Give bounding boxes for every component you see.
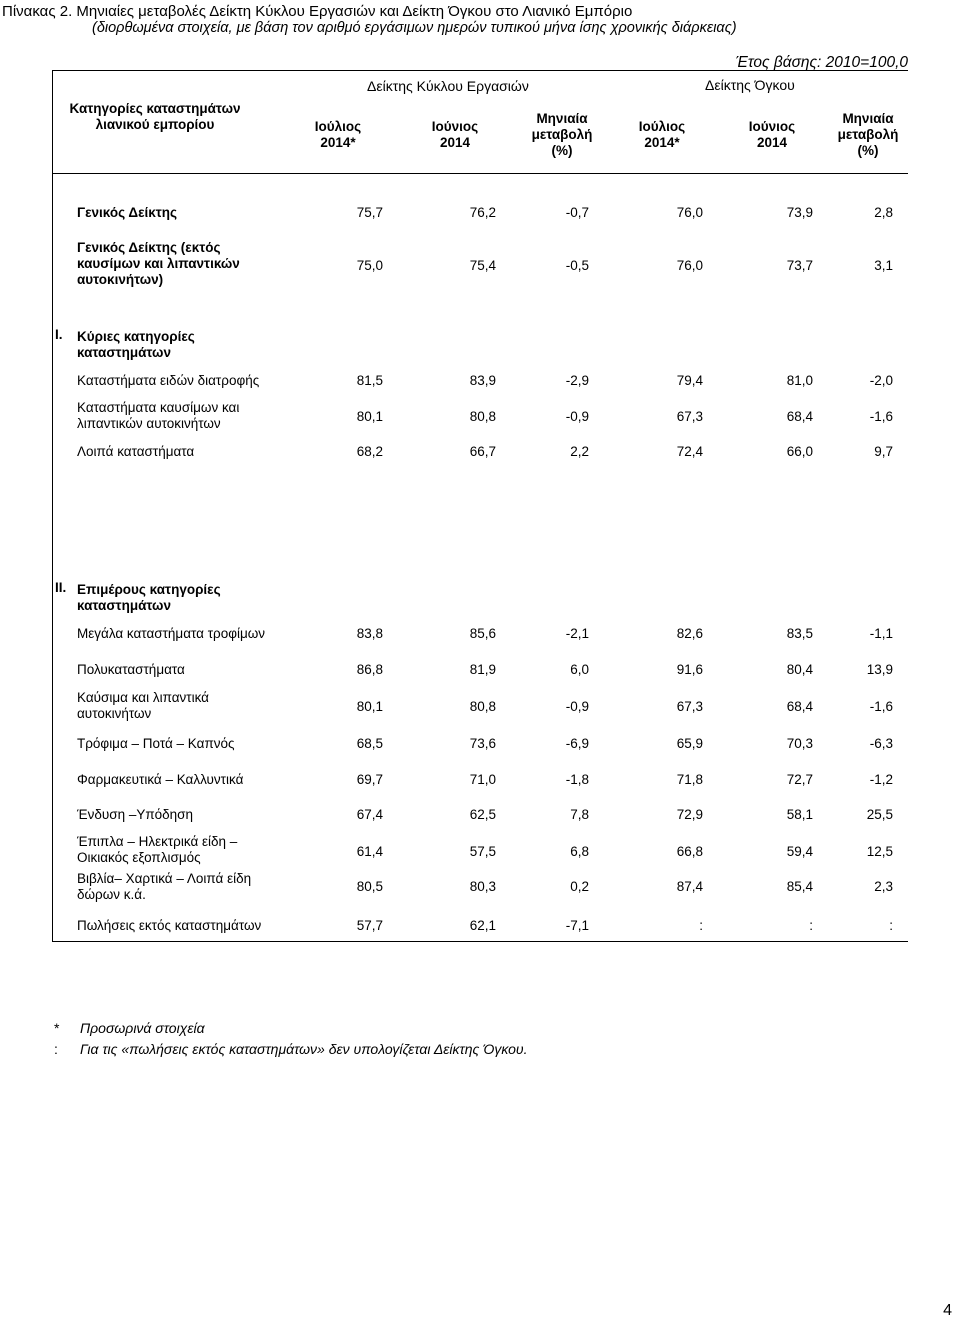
cell-value: 80,8 xyxy=(469,699,496,714)
cell-value: 73,6 xyxy=(469,736,496,751)
row-label-line: δώρων κ.ά. xyxy=(77,887,146,902)
cell-value: 87,4 xyxy=(676,879,703,894)
row-label-line: Τρόφιμα – Ποτά – Καπνός xyxy=(77,736,235,751)
cell-value: 81,5 xyxy=(356,373,383,388)
cell-value: -2,0 xyxy=(869,373,893,388)
section-title-line: Κύριες κατηγορίες xyxy=(77,329,195,344)
row-label-line: Μεγάλα καταστήματα τροφίμων xyxy=(77,626,266,641)
cell-value: 6,0 xyxy=(570,662,589,677)
page-number: 4 xyxy=(943,1302,952,1319)
cell-value: 61,4 xyxy=(356,844,383,859)
row-label-line: Καταστήματα καυσίμων και xyxy=(77,400,240,415)
row-label-line: Βιβλία– Χαρτικά – Λοιπά είδη xyxy=(77,871,252,886)
row-label xyxy=(77,662,185,678)
row-label-line: Έπιπλα – Ηλεκτρικά είδη – xyxy=(77,834,238,849)
cell-value: 75,4 xyxy=(469,258,496,273)
row-label-line: καυσίμων και λιπαντικών xyxy=(77,256,240,271)
cell-value: 57,7 xyxy=(356,918,383,933)
cell-value: -1,1 xyxy=(869,626,893,641)
cell-value: -1,8 xyxy=(565,772,589,787)
cell-value: 80,8 xyxy=(469,409,496,424)
header-col-text: 2014 xyxy=(756,135,788,150)
cell-value: 72,9 xyxy=(676,807,703,822)
cell-value: 76,2 xyxy=(469,205,496,220)
cell-value: 82,6 xyxy=(676,626,703,641)
header-col-text: μεταβολή xyxy=(837,127,899,142)
cell-value: -1,6 xyxy=(869,409,893,424)
cell-value: 6,8 xyxy=(570,844,589,859)
cell-value: 13,9 xyxy=(866,662,893,677)
header-group-turnover: Δείκτης Κύκλου Εργασιών xyxy=(367,78,529,94)
cell-value: 65,9 xyxy=(676,736,703,751)
cell-value: 83,5 xyxy=(786,626,813,641)
header-col-text: Ιούνιος xyxy=(748,119,796,134)
cell-value: 67,4 xyxy=(356,807,383,822)
table-left-border xyxy=(52,70,53,942)
cell-value: 80,1 xyxy=(356,699,383,714)
cell-value: 83,8 xyxy=(356,626,383,641)
header-col-text: Μηνιαία xyxy=(842,111,894,126)
cell-value: 68,5 xyxy=(356,736,383,751)
table-title: Πίνακας 2. Μηνιαίες μεταβολές Δείκτη Κύκλου Εργασιών και Δείκτη Όγκου στο Λιανικό Εμπόριο xyxy=(2,3,633,20)
row-label xyxy=(77,373,259,389)
section-number: II. xyxy=(55,580,67,595)
header-col-june-1 xyxy=(420,119,490,151)
row-label xyxy=(77,736,235,752)
footnote-nonstore xyxy=(54,1041,528,1057)
cell-value: 67,3 xyxy=(676,699,703,714)
cell-value: 80,1 xyxy=(356,409,383,424)
cell-value: -0,9 xyxy=(565,409,589,424)
cell-value: 71,8 xyxy=(676,772,703,787)
cell-value: 2,8 xyxy=(874,205,893,220)
footnote-mark: * xyxy=(54,1020,60,1036)
row-label-line: Γενικός Δείκτης (εκτός xyxy=(77,240,221,255)
cell-value: 80,5 xyxy=(356,879,383,894)
cell-value: 75,0 xyxy=(356,258,383,273)
cell-value: 68,4 xyxy=(786,409,813,424)
section-title xyxy=(77,582,221,614)
cell-value: 59,4 xyxy=(786,844,813,859)
row-label xyxy=(77,240,240,288)
row-label xyxy=(77,626,265,642)
footnote-provisional xyxy=(54,1020,205,1036)
cell-value: 76,0 xyxy=(676,258,703,273)
row-label xyxy=(77,871,251,903)
cell-value: : xyxy=(699,918,703,933)
cell-value: -1,2 xyxy=(869,772,893,787)
footnote-mark: : xyxy=(54,1041,58,1057)
header-col-change-1 xyxy=(522,111,602,159)
cell-value: -7,1 xyxy=(565,918,589,933)
cell-value: 68,4 xyxy=(786,699,813,714)
header-col-text: 2014 xyxy=(439,135,471,150)
cell-value: 66,0 xyxy=(786,444,813,459)
cell-value: 9,7 xyxy=(874,444,893,459)
cell-value: 72,4 xyxy=(676,444,703,459)
cell-value: 0,2 xyxy=(570,879,589,894)
row-label-line: Οικιακός εξοπλισμός xyxy=(77,850,201,865)
row-label-line: Λοιπά καταστήματα xyxy=(77,444,195,459)
cell-value: -2,1 xyxy=(565,626,589,641)
header-col-text: Ιούνιος xyxy=(431,119,479,134)
cell-value: 71,0 xyxy=(469,772,496,787)
cell-value: 7,8 xyxy=(570,807,589,822)
cell-value: 86,8 xyxy=(356,662,383,677)
cell-value: 73,7 xyxy=(786,258,813,273)
base-year: Έτος βάσης: 2010=100,0 xyxy=(735,54,908,71)
cell-value: -0,9 xyxy=(565,699,589,714)
header-col-text: Ιούλιος xyxy=(314,119,362,134)
cell-value: 70,3 xyxy=(786,736,813,751)
row-label xyxy=(77,807,193,823)
row-label-line: αυτοκινήτων xyxy=(77,706,152,721)
header-col-july-2 xyxy=(627,119,697,151)
cell-value: 62,1 xyxy=(469,918,496,933)
cell-value: -2,9 xyxy=(565,373,589,388)
cell-value: 73,9 xyxy=(786,205,813,220)
cell-value: 80,3 xyxy=(469,879,496,894)
cell-value: 72,7 xyxy=(786,772,813,787)
section-title-line: καταστημάτων xyxy=(77,598,171,613)
cell-value: 67,3 xyxy=(676,409,703,424)
cell-value: 81,0 xyxy=(786,373,813,388)
cell-value: -6,3 xyxy=(869,736,893,751)
table-bottom-border xyxy=(52,941,908,942)
cell-value: 57,5 xyxy=(469,844,496,859)
cell-value: 83,9 xyxy=(469,373,496,388)
header-col-july-1 xyxy=(303,119,373,151)
row-label-line: Πωλήσεις εκτός καταστημάτων xyxy=(77,918,262,933)
row-label-line: Καύσιμα και λιπαντικά xyxy=(77,690,209,705)
cell-value: -6,9 xyxy=(565,736,589,751)
row-label-line: Γενικός Δείκτης xyxy=(77,205,178,220)
cell-value: 2,3 xyxy=(874,879,893,894)
header-col-june-2 xyxy=(737,119,807,151)
cell-value: 66,8 xyxy=(676,844,703,859)
row-label xyxy=(77,772,243,788)
row-label xyxy=(77,690,209,722)
row-label xyxy=(77,444,194,460)
header-category-line2: λιανικού εμπορίου xyxy=(95,117,215,132)
row-label-line: Καταστήματα ειδών διατροφής xyxy=(77,373,260,388)
header-col-change-2 xyxy=(828,111,908,159)
cell-value: : xyxy=(889,918,893,933)
row-label-line: Πολυκαταστήματα xyxy=(77,662,185,677)
header-col-text: μεταβολή xyxy=(531,127,593,142)
cell-value: 75,7 xyxy=(356,205,383,220)
header-category-line1: Κατηγορίες καταστημάτων xyxy=(69,101,241,116)
cell-value: 79,4 xyxy=(676,373,703,388)
section-title-line: Επιμέρους κατηγορίες xyxy=(77,582,221,597)
header-col-text: Μηνιαία xyxy=(536,111,588,126)
header-col-text: (%) xyxy=(551,143,573,158)
cell-value: 69,7 xyxy=(356,772,383,787)
cell-value: 25,5 xyxy=(866,807,893,822)
cell-value: 3,1 xyxy=(874,258,893,273)
cell-value: 85,6 xyxy=(469,626,496,641)
row-label-line: λιπαντικών αυτοκινήτων xyxy=(77,416,221,431)
cell-value: 12,5 xyxy=(866,844,893,859)
section-number: I. xyxy=(55,327,63,342)
cell-value: 80,4 xyxy=(786,662,813,677)
row-label xyxy=(77,400,239,432)
header-col-text: (%) xyxy=(857,143,879,158)
section-title xyxy=(77,329,195,361)
row-label-line: Φαρμακευτικά – Καλλυντικά xyxy=(77,772,244,787)
header-category xyxy=(60,101,250,133)
row-label xyxy=(77,205,177,221)
header-col-text: 2014* xyxy=(320,135,356,150)
row-label-line: αυτοκινήτων) xyxy=(77,272,164,287)
cell-value: 2,2 xyxy=(570,444,589,459)
header-group-volume: Δείκτης Όγκου xyxy=(705,77,795,93)
cell-value: 76,0 xyxy=(676,205,703,220)
cell-value: 81,9 xyxy=(469,662,496,677)
row-label xyxy=(77,918,261,934)
cell-value: 68,2 xyxy=(356,444,383,459)
table-subtitle: (διορθωμένα στοιχεία, με βάση τον αριθμό εργάσιμων ημερών τυπικού μήνα ίσης χρονικής διάρκειας) xyxy=(92,20,737,36)
cell-value: 66,7 xyxy=(469,444,496,459)
cell-value: -0,5 xyxy=(565,258,589,273)
section-title-line: καταστημάτων xyxy=(77,345,171,360)
cell-value: 85,4 xyxy=(786,879,813,894)
cell-value: -1,6 xyxy=(869,699,893,714)
header-col-text: Ιούλιος xyxy=(638,119,686,134)
footnote-text: Προσωρινά στοιχεία xyxy=(80,1020,205,1036)
cell-value: : xyxy=(809,918,813,933)
cell-value: 91,6 xyxy=(676,662,703,677)
footnote-text: Για τις «πωλήσεις εκτός καταστημάτων» δεν υπολογίζεται Δείκτης Όγκου. xyxy=(80,1041,528,1057)
cell-value: -0,7 xyxy=(565,205,589,220)
row-label-line: Ένδυση –Υπόδηση xyxy=(77,807,194,822)
cell-value: 58,1 xyxy=(786,807,813,822)
header-col-text: 2014* xyxy=(644,135,680,150)
cell-value: 62,5 xyxy=(469,807,496,822)
row-label xyxy=(77,834,237,866)
